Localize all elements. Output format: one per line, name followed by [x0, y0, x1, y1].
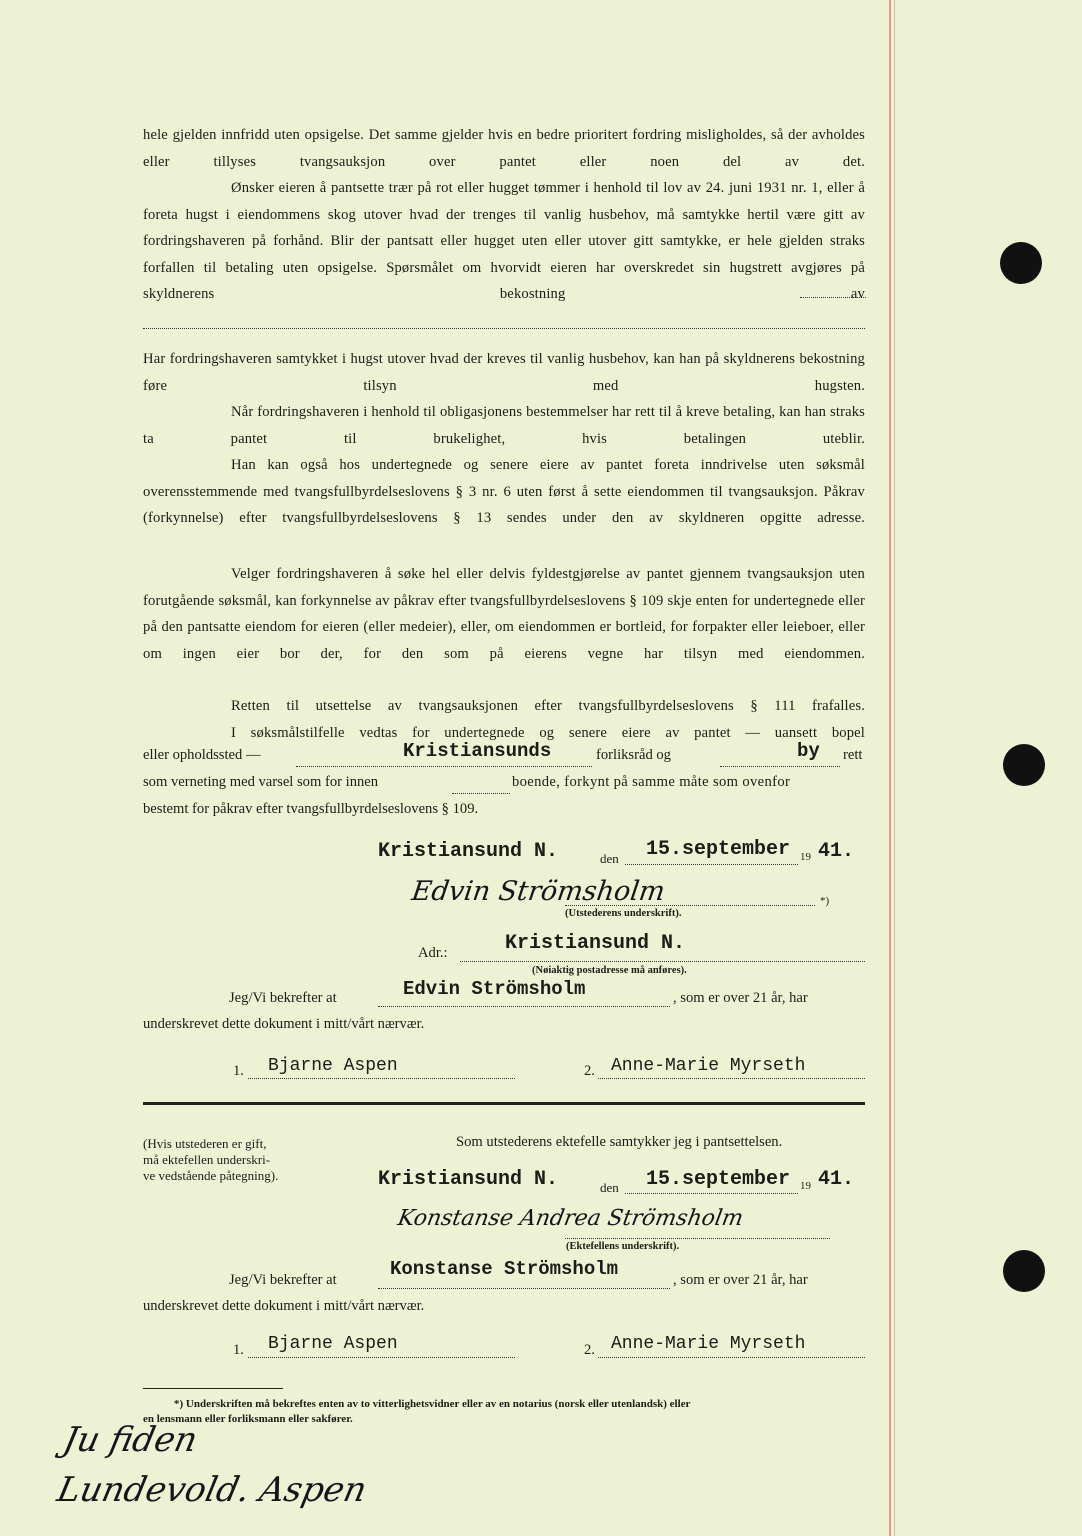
- handwritten-note-line-1: Ju fiden: [59, 1420, 202, 1460]
- fill-line: [248, 1357, 515, 1358]
- punch-hole: [1003, 1250, 1045, 1292]
- spouse-confirm-name: Konstanse Strömsholm: [390, 1258, 619, 1280]
- spouse-place: Kristiansund N.: [378, 1168, 559, 1191]
- paragraph-5: Han kan også hos undertegnede og senere eiere av pantet foreta inndrivelse uten søksmål overensstemmende med tvangsfullbyrdelseslovens § 3 nr. 6 uten først å sette eiendommen til tvangsauksjon. Påkrav (forkynnelse) efter tvangsfullbyrdelseslovens § 13 sendes under den av skyldneren opgitte adresse.: [143, 457, 865, 527]
- paragraph-6: Velger fordringshaveren å søke hel eller delvis fyldestgjørelse av pantet gjennem tvangsauksjon uten forutgående søksmål, kan forkynnelse av påkrav efter tvangsfullbyrdelseslovens § 109 skje enten for undertegnede eller på den pantsatte eiendom for eieren (eller medeier), eller, om eiendommen er bortleid, for forpakter eller leieboer, eller om ingen eier bor der, for den som på eierens vegne har tilsyn med eiendommen.: [143, 566, 865, 662]
- issuer-address: Kristiansund N.: [505, 932, 686, 955]
- venue-mid: forliksråd og: [596, 747, 671, 763]
- paragraph-1: hele gjelden innfridd uten opsigelse. Det samme gjelder hvis en bedre prioritert fordring misligholdes, så der avholdes eller tillyses tvangsauksjon over pantet eller noen del av det.: [143, 127, 865, 170]
- venue-line2-a: som verneting med varsel som for innen: [143, 774, 379, 790]
- fill-line: [452, 793, 510, 794]
- spouse-year-prefix: 19: [800, 1180, 811, 1192]
- address-label: Adr.:: [418, 945, 448, 961]
- spouse-consent: Som utstederens ektefelle samtykker jeg i pantsettelsen.: [456, 1134, 783, 1150]
- issuer-place: Kristiansund N.: [378, 840, 559, 863]
- spouse-signature: Konstanse Andrea Strömsholm: [395, 1206, 746, 1231]
- witness-1-name: Bjarne Aspen: [268, 1334, 398, 1354]
- court-type: by: [797, 740, 820, 762]
- margin-rule: [889, 0, 891, 1536]
- footnote-rule: [143, 1388, 283, 1389]
- footnote-line-2: en lensmann eller forliksmann eller sakfører.: [143, 1413, 353, 1425]
- issuer-confirm-line2: underskrevet dette dokument i mitt/vårt nærvær.: [143, 1016, 425, 1032]
- witness-1-number: 1.: [233, 1063, 244, 1079]
- punch-hole: [1000, 242, 1042, 284]
- paragraph-7: Retten til utsettelse av tvangsauksjonen efter tvangsfullbyrdelseslovens § 111 frafalles.: [231, 698, 865, 714]
- witness-2-number: 2.: [584, 1063, 595, 1079]
- spouse-confirm-line2: underskrevet dette dokument i mitt/vårt nærvær.: [143, 1298, 425, 1314]
- spouse-confirm-suffix: , som er over 21 år, har: [673, 1272, 808, 1288]
- paragraph-3: Har fordringshaveren samtykket i hugst utover hvad der kreves til vanlig husbehov, kan han på skyldnerens bekostning føre tilsyn med hugsten.: [143, 351, 865, 394]
- issuer-confirm-name: Edvin Strömsholm: [403, 978, 586, 1000]
- paragraph-4: Når fordringshaveren i henhold til obligasjonens bestemmelser har rett til å kreve betaling, kan han straks ta pantet til brukelighet, hvis betalingen uteblir.: [143, 404, 865, 447]
- court-city: Kristiansunds: [403, 740, 552, 762]
- spouse-year: 41.: [818, 1168, 855, 1191]
- spouse-den: den: [600, 1180, 619, 1195]
- venue-line2-b: boende, forkynt på samme måte som ovenfor: [512, 774, 791, 790]
- fill-line: [248, 1078, 515, 1079]
- handwritten-note-line-2: Lundevold. Aspen: [53, 1470, 371, 1510]
- venue-suffix: rett: [843, 747, 863, 763]
- address-caption: (Nøiaktig postadresse må anføres).: [532, 965, 687, 976]
- margin-rule-secondary: [894, 0, 895, 1536]
- issuer-date: 15.september: [646, 838, 791, 861]
- footnote-mark: *): [820, 895, 830, 907]
- footnote-line-1: *) Underskriften må bekreftes enten av to vitterlighetsvidner eller av en notarius (norsk eller utenlandsk) eller: [174, 1398, 691, 1410]
- issuer-confirm-suffix: , som er over 21 år, har: [673, 990, 808, 1006]
- fill-line: [460, 961, 865, 962]
- fill-line: [378, 1006, 670, 1007]
- spouse-note: [143, 1136, 278, 1184]
- issuer-signature-caption: (Utstederens underskrift).: [565, 908, 682, 919]
- fill-line: [565, 1238, 830, 1239]
- fill-line: [625, 864, 798, 865]
- fill-line: [296, 766, 592, 767]
- issuer-confirm-prefix: Jeg/Vi bekrefter at: [229, 990, 337, 1006]
- paragraph-2-text: Ønsker eieren å pantsette trær på rot eller hugget tømmer i henhold til lov av 24. juni 1931 nr. 1, eller å foreta hugst i eiendommens skog utover hvad der trenges til vanlig husbehov, må samtykke hertil være gitt av fordringshaveren på forhånd. Blir der pantsatt eller hugget uten eller utover gitt samtykke, er hele gjelden straks forfallen til betaling uten opsigelse. Spørsmålet om hvorvidt eieren har overskredet sin hugstrett avgjøres på skyldnerens bekostning av: [143, 180, 865, 303]
- issuer-signature: Edvin Strömsholm: [409, 876, 667, 907]
- fill-line: [378, 1288, 670, 1289]
- witness-2-name: Anne-Marie Myrseth: [611, 1056, 806, 1076]
- spouse-note-line: ve vedstående påtegning).: [143, 1168, 279, 1183]
- issuer-year: 41.: [818, 840, 855, 863]
- punch-hole: [1003, 744, 1045, 786]
- spouse-note-line: (Hvis utstederen er gift,: [143, 1136, 267, 1151]
- paragraph-8: I søksmålstilfelle vedtas for undertegnede og senere eiere av pantet — uansett bopel: [231, 725, 865, 741]
- fill-line: [598, 1078, 865, 1079]
- fill-line: [625, 1193, 798, 1194]
- fill-line: [720, 766, 840, 767]
- issuer-den: den: [600, 851, 619, 866]
- witness-1-number: 1.: [233, 1342, 244, 1358]
- witness-1-name: Bjarne Aspen: [268, 1056, 398, 1076]
- venue-prefix: eller opholdssted —: [143, 747, 261, 763]
- fill-line: [598, 1357, 865, 1358]
- venue-line3: bestemt for påkrav efter tvangsfullbyrdelseslovens § 109.: [143, 801, 479, 817]
- fill-line: [800, 297, 866, 298]
- fill-line: [565, 905, 815, 906]
- paragraph-2: [143, 175, 865, 308]
- section-divider: [143, 1102, 865, 1105]
- witness-2-name: Anne-Marie Myrseth: [611, 1334, 806, 1354]
- issuer-year-prefix: 19: [800, 851, 811, 863]
- spouse-confirm-prefix: Jeg/Vi bekrefter at: [229, 1272, 337, 1288]
- fill-line: [143, 328, 865, 329]
- spouse-date: 15.september: [646, 1168, 791, 1191]
- spouse-signature-caption: (Ektefellens underskrift).: [566, 1241, 680, 1252]
- witness-2-number: 2.: [584, 1342, 595, 1358]
- spouse-note-line: må ektefellen underskri-: [143, 1152, 271, 1167]
